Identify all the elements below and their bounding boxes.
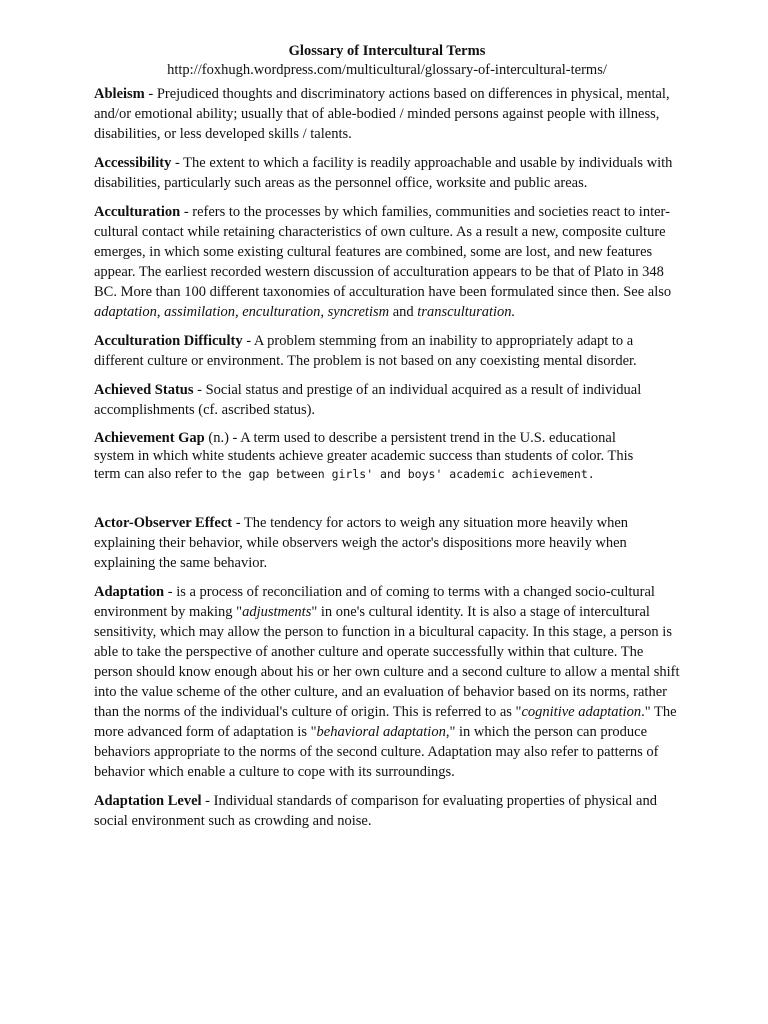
- definition-adaptation-part3: ." The more advanced form of adaptation is ": [94, 704, 677, 740]
- term-accessibility: Accessibility: [94, 155, 172, 171]
- definition-ableism: - Prejudiced thoughts and discriminatory actions based on differences in physical, mental, and/or emotional ability; usually that of able-bodied / minded persons against people with illness, disabilities, or less developed skills / talents.: [94, 86, 670, 142]
- term-actor-observer-effect: Actor-Observer Effect: [94, 515, 233, 531]
- document-title: Glossary of Intercultural Terms: [288, 43, 486, 59]
- entry-acculturation: [94, 202, 680, 322]
- term-ableism: Ableism: [94, 86, 145, 102]
- cognitive-adaptation-term: cognitive adaptation: [521, 704, 642, 720]
- term-adaptation-level: Adaptation Level: [94, 793, 202, 809]
- entry-actor-observer-effect: [94, 513, 680, 573]
- definition-acculturation: - refers to the processes by which families, communities and societies react to inter-cultural contact while retaining characteristics of own culture. As a result a new, composite culture emerges, in which some existing cultural features are combined, some are lost, and new features appear. The earliest recorded western discussion of acculturation appears to be that of Plato in 348 BC. More than 100 different taxonomies of acculturation have been formulated since then. See also: [94, 204, 672, 300]
- definition-achieved-status: - Social status and prestige of an individual acquired as a result of individual accomplishments (cf. ascribed status).: [94, 382, 642, 418]
- definition-achievement-gap-line3: term can also refer to: [94, 466, 221, 482]
- definition-adaptation-part4: ," in which the person can produce behaviors appropriate to the norms of the second culture. Adaptation may also refer to patterns of behavior which enable a culture to cope with its surroundings.: [94, 724, 659, 780]
- entry-achievement-gap: [94, 429, 680, 483]
- entry-adaptation: [94, 582, 680, 782]
- see-also-terms: adaptation, assimilation, enculturation, syncretism: [94, 304, 390, 320]
- behavioral-adaptation-term: behavioral adaptation: [316, 724, 446, 740]
- see-also-and: and: [389, 304, 418, 320]
- definition-adaptation-part2: " in one's cultural identity. It is also a stage of intercultural sensitivity, which may allow the person to function in a bicultural capacity. In this stage, a person is able to take the perspective of another culture and operate successfully within that culture. The person should know enough about his or her own culture and a second culture to allow a mental shift into the value scheme of the other culture, and an evaluation of behavior based on its norms, rather than the norms of the individual's culture of origin. This is referred to as ": [94, 604, 680, 720]
- term-achievement-gap: Achievement Gap: [94, 430, 205, 446]
- adjustments-term: adjustments: [242, 604, 312, 620]
- term-achieved-status: Achieved Status: [94, 382, 194, 398]
- entry-acculturation-difficulty: [94, 331, 680, 371]
- document-page: [94, 42, 680, 840]
- definition-achievement-gap-tail: the gap between girls' and boys' academic achievement.: [220, 467, 595, 481]
- entry-adaptation-level: [94, 791, 680, 831]
- definition-accessibility: - The extent to which a facility is readily approachable and usable by individuals with disabilities, particularly such areas as the personnel office, worksite and public areas.: [94, 155, 673, 191]
- definition-actor-observer-effect: - The tendency for actors to weigh any situation more heavily when explaining their behavior, while observers weigh the actor's dispositions more heavily when explaining the same behavior.: [94, 515, 629, 571]
- entry-achieved-status: [94, 380, 680, 420]
- term-acculturation: Acculturation: [94, 204, 181, 220]
- term-adaptation: Adaptation: [94, 584, 165, 600]
- see-also-last-term: transculturation.: [417, 304, 516, 320]
- term-acculturation-difficulty: Acculturation Difficulty: [94, 333, 243, 349]
- entry-ableism: [94, 84, 680, 144]
- definition-achievement-gap-line1: - A term used to describe a persistent trend in the U.S. educational: [228, 430, 616, 446]
- definition-achievement-gap-line2: system in which white students achieve greater academic success than students of color. This: [94, 448, 634, 464]
- document-header: [94, 42, 680, 80]
- entry-accessibility: [94, 153, 680, 193]
- definition-acculturation-difficulty: - A problem stemming from an inability to appropriately adapt to a different culture or environment. The problem is not based on any coexisting mental disorder.: [94, 333, 637, 369]
- definition-adaptation-part1: - is a process of reconciliation and of coming to terms with a changed socio-cultural environment by making ": [94, 584, 655, 620]
- part-of-speech: (n.): [204, 430, 229, 446]
- definition-adaptation-level: - Individual standards of comparison for evaluating properties of physical and social environment such as crowding and noise.: [94, 793, 657, 829]
- source-url: http://foxhugh.wordpress.com/multicultural/glossary-of-intercultural-terms/: [167, 62, 607, 78]
